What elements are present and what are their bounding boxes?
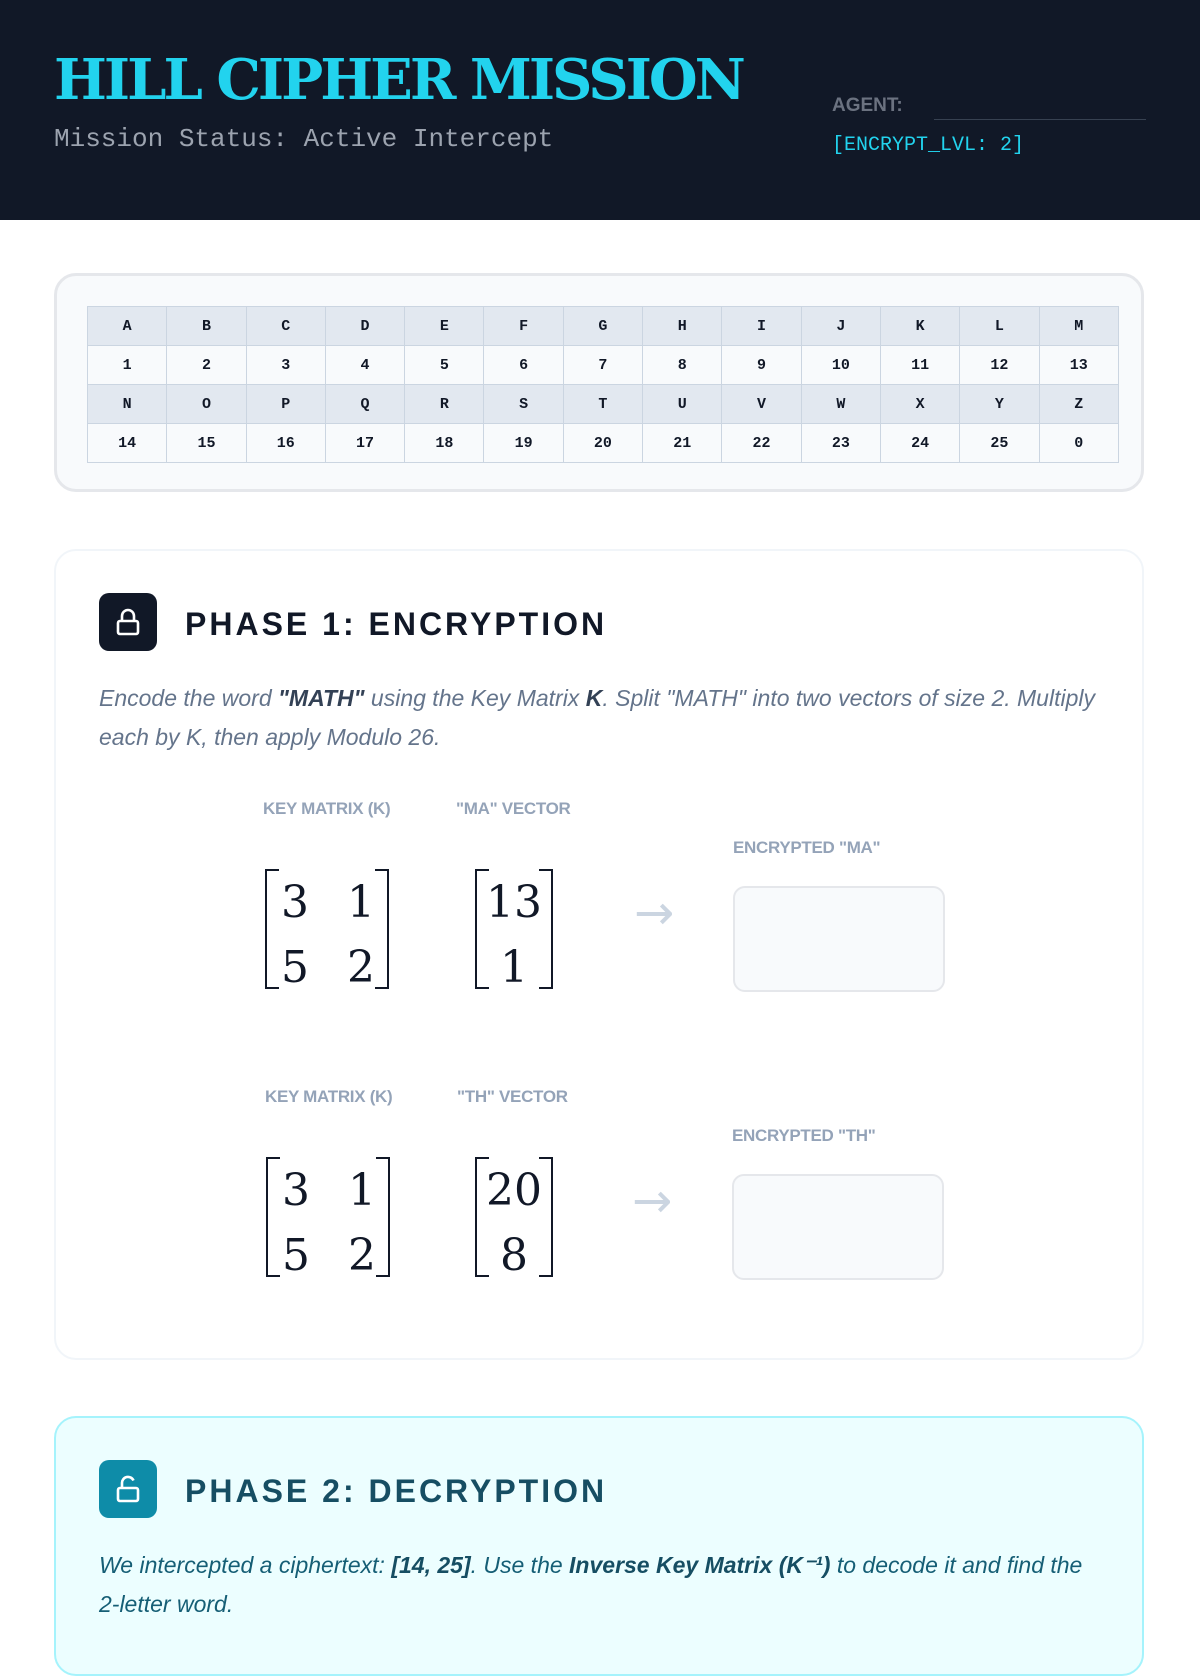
- ma-vector: [475, 869, 553, 993]
- letter-cell: V: [722, 385, 801, 424]
- matrix-cell: 5: [281, 942, 309, 993]
- letter-cell: W: [801, 385, 880, 424]
- phase1-instructions: Encode the word "MATH" using the Key Matrix K. Split "MATH" into two vectors of size 2. Multiply each by K, then apply Modulo 26.: [99, 685, 1095, 750]
- number-cell: 11: [880, 346, 959, 385]
- number-cell: 5: [405, 346, 484, 385]
- letter-cell: Y: [960, 385, 1039, 424]
- vector-cell: 13: [486, 877, 542, 928]
- header: [0, 0, 1200, 220]
- phase2-card: [54, 1416, 1144, 1676]
- key-matrix: [266, 1157, 390, 1281]
- table-row: [88, 346, 1119, 385]
- letter-cell: K: [880, 307, 959, 346]
- letter-cell: E: [405, 307, 484, 346]
- arrow-right-icon: →: [634, 885, 675, 941]
- table-row: [88, 307, 1119, 346]
- letter-cell: P: [246, 385, 325, 424]
- letter-cell: O: [167, 385, 246, 424]
- encrypted-th-input[interactable]: [732, 1174, 944, 1280]
- matrix-cell: 5: [282, 1230, 310, 1281]
- table-row: [88, 424, 1119, 463]
- encrypted-th-label: ENCRYPTED "TH": [732, 1126, 876, 1145]
- letter-cell: I: [722, 307, 801, 346]
- number-cell: 23: [801, 424, 880, 463]
- letter-cell: H: [643, 307, 722, 346]
- arrow-right-icon: →: [632, 1173, 673, 1229]
- number-cell: 19: [484, 424, 563, 463]
- encrypted-ma-label: ENCRYPTED "MA": [733, 838, 881, 857]
- number-cell: 22: [722, 424, 801, 463]
- matrix-cell: 1: [347, 877, 375, 928]
- number-cell: 7: [563, 346, 642, 385]
- number-cell: 9: [722, 346, 801, 385]
- number-cell: 13: [1039, 346, 1118, 385]
- letter-cell: Z: [1039, 385, 1118, 424]
- letter-cell: X: [880, 385, 959, 424]
- number-cell: 8: [643, 346, 722, 385]
- matrix-cell: 3: [282, 1165, 310, 1216]
- th-vector: [475, 1157, 553, 1281]
- number-cell: 18: [405, 424, 484, 463]
- number-cell: 17: [325, 424, 404, 463]
- letter-cell: M: [1039, 307, 1118, 346]
- ma-vector-label: "MA" VECTOR: [456, 799, 571, 818]
- number-cell: 16: [246, 424, 325, 463]
- letter-cell: J: [801, 307, 880, 346]
- encrypt-level: [ENCRYPT_LVL: 2]: [832, 134, 1025, 157]
- letter-cell: T: [563, 385, 642, 424]
- number-cell: 20: [563, 424, 642, 463]
- page-title: HILL CIPHER MISSION: [54, 47, 743, 113]
- unlock-icon: [99, 1460, 157, 1518]
- number-cell: 15: [167, 424, 246, 463]
- mission-status: Mission Status: Active Intercept: [54, 124, 554, 154]
- th-vector-label: "TH" VECTOR: [457, 1087, 568, 1106]
- alphabet-card: [54, 273, 1144, 492]
- number-cell: 3: [246, 346, 325, 385]
- phase1-card: [54, 549, 1144, 1360]
- phase1-title: PHASE 1: ENCRYPTION: [185, 606, 608, 642]
- number-cell: 2: [167, 346, 246, 385]
- letter-cell: F: [484, 307, 563, 346]
- matrix-cell: 2: [348, 1230, 376, 1281]
- letter-cell: U: [643, 385, 722, 424]
- letter-cell: S: [484, 385, 563, 424]
- number-cell: 12: [960, 346, 1039, 385]
- letter-cell: G: [563, 307, 642, 346]
- letter-cell: Q: [325, 385, 404, 424]
- matrix-cell: 3: [281, 877, 309, 928]
- agent-label: AGENT:: [832, 95, 903, 116]
- phase2-instructions: We intercepted a ciphertext: [14, 25]. Use the Inverse Key Matrix (K⁻¹) to decode it and find the 2-letter word.: [99, 1552, 1083, 1617]
- number-cell: 4: [325, 346, 404, 385]
- letter-cell: R: [405, 385, 484, 424]
- number-cell: 0: [1039, 424, 1118, 463]
- number-cell: 25: [960, 424, 1039, 463]
- letter-cell: D: [325, 307, 404, 346]
- agent-name-field[interactable]: [934, 119, 1146, 120]
- matrix-cell: 2: [347, 942, 375, 993]
- letter-cell: L: [960, 307, 1039, 346]
- key-matrix: [265, 869, 389, 993]
- number-cell: 1: [88, 346, 167, 385]
- vector-cell: 20: [486, 1165, 542, 1216]
- key-matrix-label: KEY MATRIX (K): [263, 799, 391, 818]
- vector-cell: 8: [500, 1230, 528, 1281]
- letter-cell: C: [246, 307, 325, 346]
- letter-cell: A: [88, 307, 167, 346]
- letter-cell: N: [88, 385, 167, 424]
- number-cell: 21: [643, 424, 722, 463]
- number-cell: 10: [801, 346, 880, 385]
- vector-cell: 1: [500, 942, 528, 993]
- encrypted-ma-input[interactable]: [733, 886, 945, 992]
- table-row: [88, 385, 1119, 424]
- number-cell: 6: [484, 346, 563, 385]
- number-cell: 14: [88, 424, 167, 463]
- key-matrix-label: KEY MATRIX (K): [265, 1087, 393, 1106]
- letter-cell: B: [167, 307, 246, 346]
- matrix-cell: 1: [348, 1165, 376, 1216]
- lock-icon: [99, 593, 157, 651]
- number-cell: 24: [880, 424, 959, 463]
- phase2-title: PHASE 2: DECRYPTION: [185, 1473, 608, 1509]
- alphabet-table: [87, 306, 1119, 463]
